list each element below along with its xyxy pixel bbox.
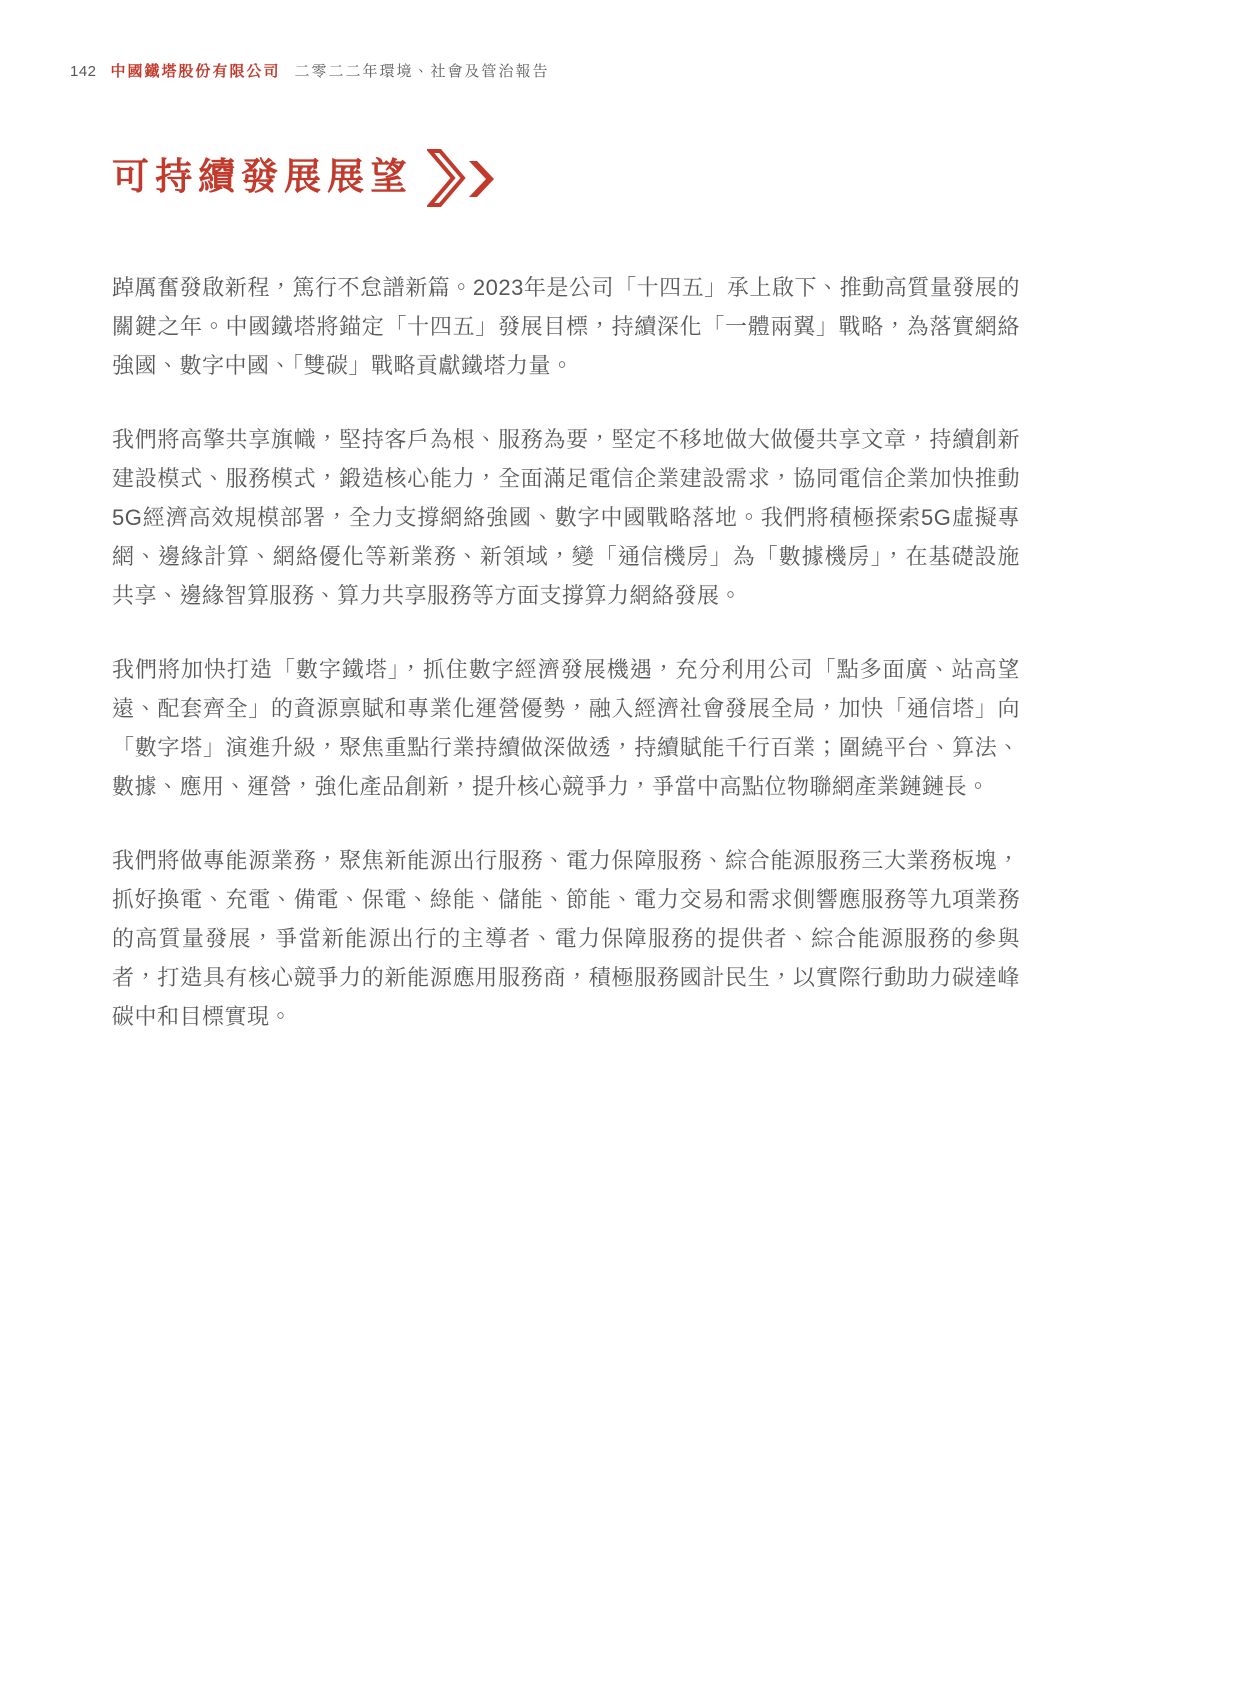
double-chevron-right-icon [427,148,499,208]
company-name: 中國鐵塔股份有限公司 [110,63,281,80]
chevron-right-outline-icon [427,148,471,208]
running-header [70,62,550,82]
paragraph-2: 我們將高擎共享旗幟，堅持客戶為根、服務為要，堅定不移地做大做優共享文章，持續創新建設模式、服務模式，鍛造核心能力，全面滿足電信企業建設需求，協同電信企業加快推動5G經濟高效規模部署，全力支撐網絡強國、數字中國戰略落地。我們將積極探索5G虛擬專網、邊緣計算、網絡優化等新業務、新領域，變「通信機房」為「數據機房」，在基礎設施共享、邊緣智算服務、算力共享服務等方面支撐算力網絡發展。 [112,427,1020,608]
page-number: 142 [70,63,97,80]
section-title-row [112,146,499,208]
paragraph-1: 踔厲奮發啟新程，篤行不怠譜新篇。2023年是公司「十四五」承上啟下、推動高質量發展的關鍵之年。中國鐵塔將錨定「十四五」發展目標，持續深化「一體兩翼」戰略，為落實網絡強國、數字中國、「雙碳」戰略貢獻鐵塔力量。 [112,275,1020,378]
section-title: 可持續發展展望 [112,155,413,197]
body-text [112,268,1020,1071]
paragraph-4: 我們將做專能源業務，聚焦新能源出行服務、電力保障服務、綜合能源服務三大業務板塊，抓好換電、充電、備電、保電、綠能、儲能、節能、電力交易和需求側響應服務等九項業務的高質量發展，爭當新能源出行的主導者、電力保障服務的提供者、綜合能源服務的參與者，打造具有核心競爭力的新能源應用服務商，積極服務國計民生，以實際行動助力碳達峰碳中和目標實現。 [112,848,1020,1029]
paragraph-3: 我們將加快打造「數字鐵塔」，抓住數字經濟發展機遇，充分利用公司「點多面廣、站高望遠、配套齊全」的資源禀賦和專業化運營優勢，融入經濟社會發展全局，加快「通信塔」向「數字塔」演進升級，聚焦重點行業持續做深做透，持續賦能千行百業；圍繞平台、算法、數據、應用、運營，強化產品創新，提升核心競爭力，爭當中高點位物聯網產業鏈鏈長。 [112,657,1020,799]
chevron-right-solid-icon [467,148,499,208]
report-title: 二零二二年環境、社會及管治報告 [294,63,550,80]
